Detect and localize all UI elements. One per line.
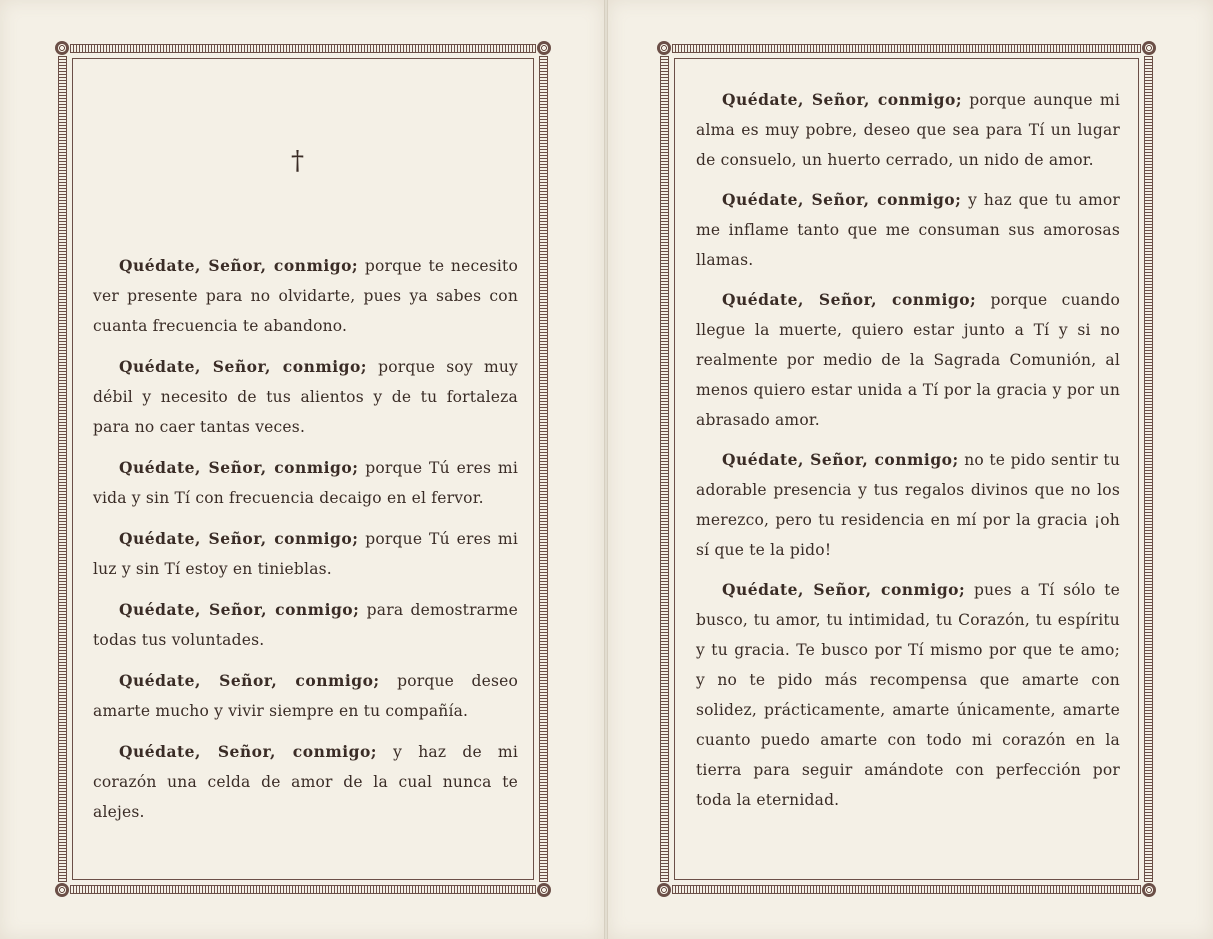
prayer-paragraph: Quédate, Señor, conmigo; porque Tú eres mi luz y sin Tí estoy en tinieblas. xyxy=(93,529,518,578)
left-prayer-text xyxy=(93,251,518,838)
prayer-paragraph: Quédate, Señor, conmigo; porque Tú eres mi vida y sin Tí con frecuencia decaigo en el fervor. xyxy=(93,458,518,507)
corner-rosette-icon xyxy=(1142,883,1156,897)
right-prayer-text xyxy=(696,85,1120,825)
corner-rosette-icon xyxy=(1142,41,1156,55)
prayer-paragraph: Quédate, Señor, conmigo; y haz de mi corazón una celda de amor de la cual nunca te alejes. xyxy=(93,742,518,821)
right-page xyxy=(608,0,1213,939)
corner-rosette-icon xyxy=(537,883,551,897)
prayer-paragraph: Quédate, Señor, conmigo; pues a Tí sólo te busco, tu amor, tu intimidad, tu Corazón, tu espíritu y tu gracia. Te busco por Tí mismo por que te amo; y no te pido más recompensa que amarte con solidez, prácticamente, amarte únicamente, amarte cuanto puedo amarte con todo mi corazón en la tierra para seguir amándote con perfección por toda la eternidad. xyxy=(696,580,1120,809)
prayer-paragraph: Quédate, Señor, conmigo; porque cuando llegue la muerte, quiero estar junto a Tí y si no realmente por medio de la Sagrada Comunión, al menos quiero estar unida a Tí por la gracia y por un abrasado amor. xyxy=(696,290,1120,429)
prayer-paragraph: Quédate, Señor, conmigo; no te pido sentir tu adorable presencia y tus regalos divinos que no los merezco, pero tu residencia en mí por la gracia ¡oh sí que te la pido! xyxy=(696,450,1120,559)
corner-rosette-icon xyxy=(657,41,671,55)
corner-rosette-icon xyxy=(55,41,69,55)
prayer-paragraph: Quédate, Señor, conmigo; porque te necesito ver presente para no olvidarte, pues ya sabes con cuanta frecuencia te abandono. xyxy=(93,256,518,335)
prayer-paragraph: Quédate, Señor, conmigo; porque deseo amarte mucho y vivir siempre en tu compañía. xyxy=(93,671,518,720)
corner-rosette-icon xyxy=(657,883,671,897)
prayer-paragraph: Quédate, Señor, conmigo; y haz que tu amor me inflame tanto que me consuman sus amorosas llamas. xyxy=(696,190,1120,269)
prayer-paragraph: Quédate, Señor, conmigo; porque soy muy débil y necesito de tus alientos y de tu fortaleza para no caer tantas veces. xyxy=(93,357,518,436)
prayer-paragraph: Quédate, Señor, conmigo; porque aunque mi alma es muy pobre, deseo que sea para Tí un lugar de consuelo, un huerto cerrado, un nido de amor. xyxy=(696,90,1120,169)
prayer-paragraph: Quédate, Señor, conmigo; para demostrarme todas tus voluntades. xyxy=(93,600,518,649)
cross-icon: † xyxy=(291,146,304,176)
left-page xyxy=(0,0,604,939)
corner-rosette-icon xyxy=(55,883,69,897)
corner-rosette-icon xyxy=(537,41,551,55)
